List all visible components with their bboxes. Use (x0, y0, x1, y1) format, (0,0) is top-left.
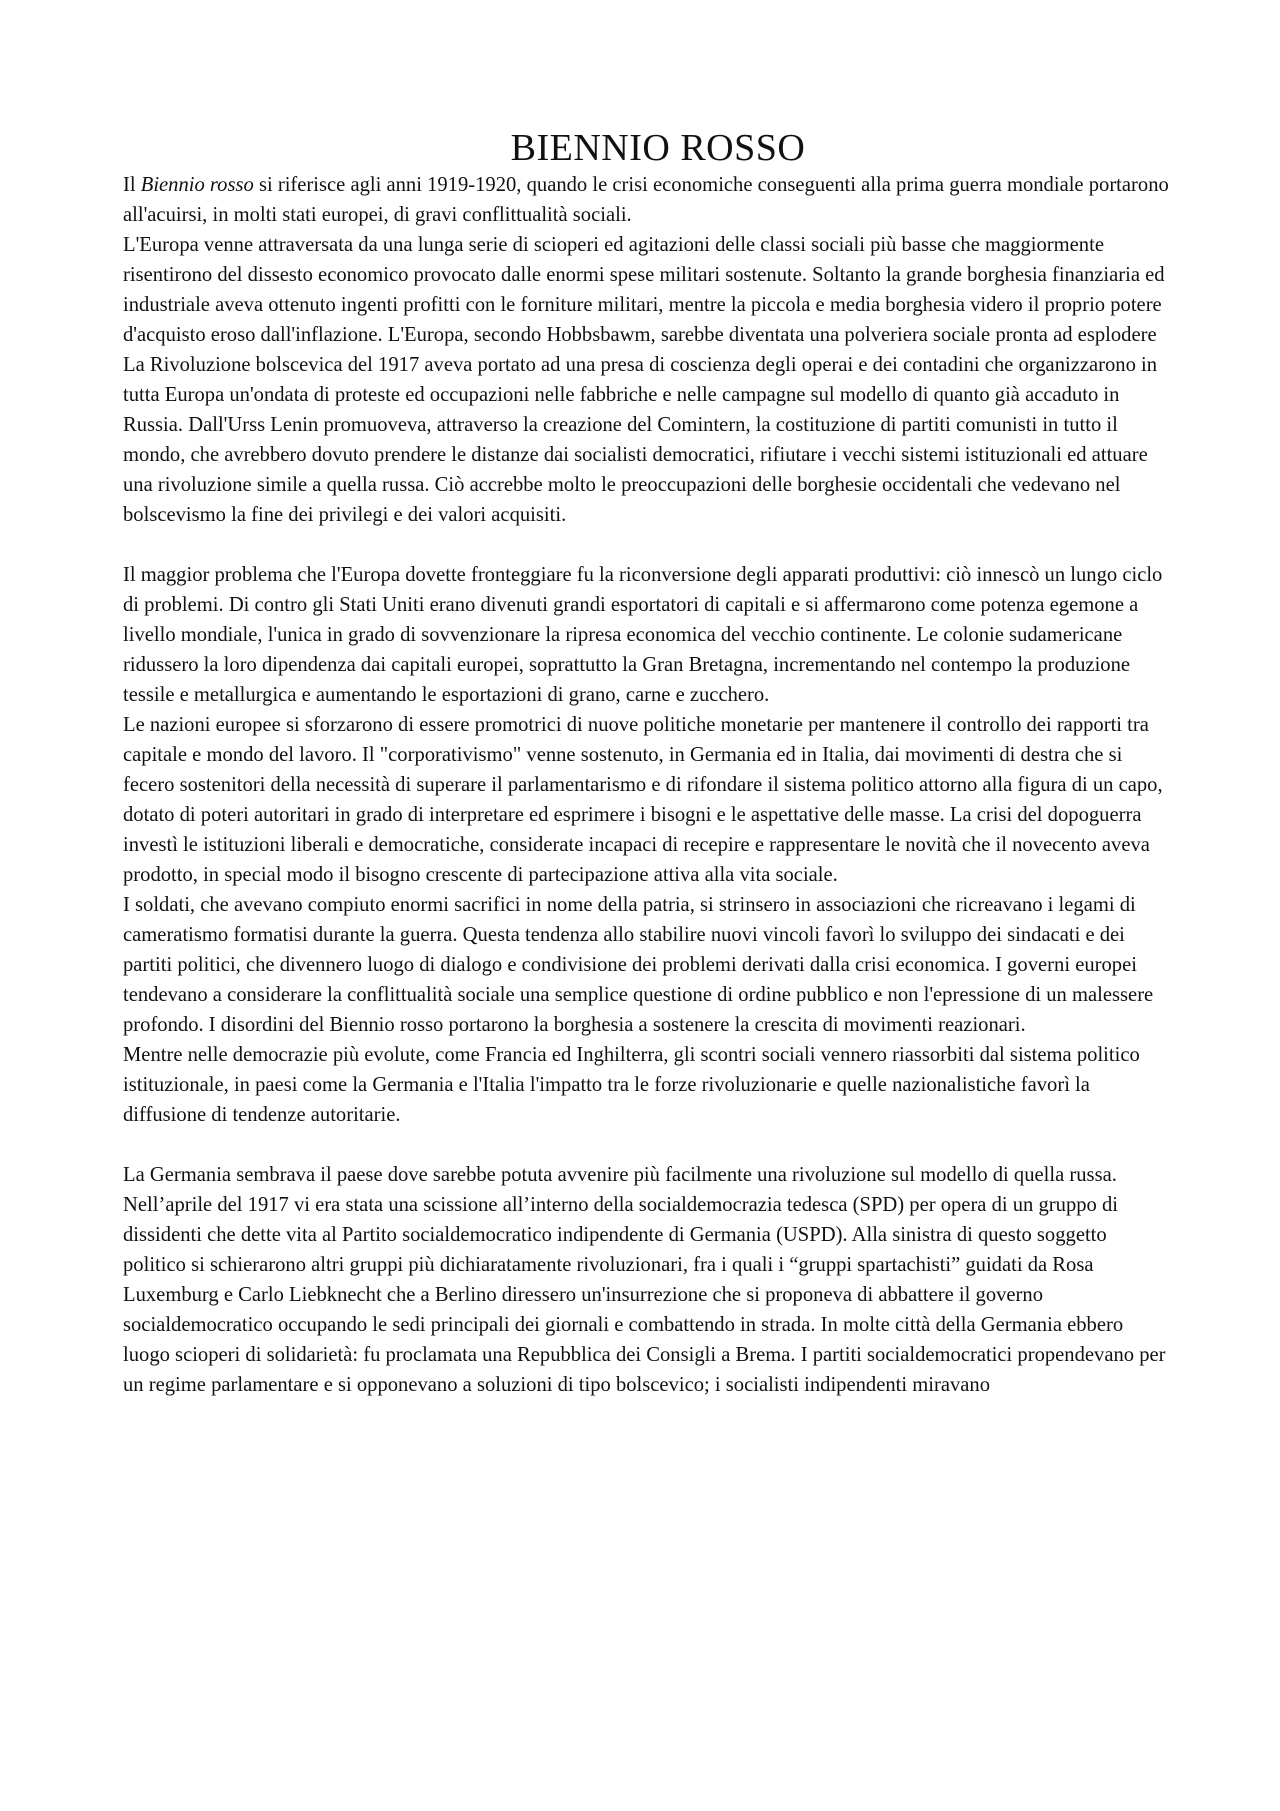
paragraph-spacer (123, 1130, 1173, 1160)
page-title: BIENNIO ROSSO (510, 127, 806, 169)
document-body (123, 170, 1173, 1400)
paragraph-corporativism: Le nazioni europee si sforzarono di essere promotrici di nuove politiche monetarie per mantenere il controllo dei rapporti tra capitale e mondo del lavoro. Il "corporativismo" venne sostenuto, in Germania ed in Italia, dai movimenti di destra che si fecero sostenitori della necessità di superare il parlamentarismo e di rifondare il sistema politico attorno alla figura di un capo, dotato di poteri autoritari in grado di interpretare ed esprimere i bisogni e le aspettative delle masse. La crisi del dopoguerra investì le istituzioni liberali e democratiche, considerate incapaci di recepire e rappresentare le novità che il novecento aveva prodotto, in special modo il bisogno crescente di partecipazione attiva alla vita sociale. (123, 714, 1163, 886)
intro-prefix: Il (123, 174, 141, 196)
paragraph-spacer (123, 530, 1173, 560)
paragraph-europe-strikes: L'Europa venne attraversata da una lunga serie di scioperi ed agitazioni delle classi sociali più basse che maggiormente risentirono del dissesto economico provocato dalle enormi spese militari sostenute. Soltanto la grande borghesia finanziaria ed industriale aveva ottenuto ingenti profitti con le forniture militari, mentre la piccola e media borghesia videro il proprio potere d'acquisto eroso dall'inflazione. L'Europa, secondo Hobbsbawm, sarebbe diventata una polveriera sociale pronta ad esplodere (123, 234, 1165, 346)
intro-rest: si riferisce agli anni 1919-1920, quando le crisi economiche conseguenti alla prima guerra mondiale portarono all'acuirsi, in molti stati europei, di gravi conflittualità sociali. (123, 174, 1169, 226)
paragraph-democracies: Mentre nelle democrazie più evolute, come Francia ed Inghilterra, gli scontri sociali vennero riassorbiti dal sistema politico istituzionale, in paesi come la Germania e l'Italia l'impatto tra le forze rivoluzionarie e quelle nazionalistiche favorì la diffusione di tendenze autoritarie. (123, 1044, 1140, 1126)
paragraph-reconversion: Il maggior problema che l'Europa dovette fronteggiare fu la riconversione degli apparati produttivi: ciò innescò un lungo ciclo di problemi. Di contro gli Stati Uniti erano divenuti grandi esportatori di capitali e si affermarono come potenza egemone a livello mondiale, l'unica in grado di sovvenzionare la ripresa economica del vecchio continente. Le colonie sudamericane ridussero la loro dipendenza dai capitali europei, soprattutto la Gran Bretagna, incrementando nel contempo la produzione tessile e metallurgica e aumentando le esportazioni di grano, carne e zucchero. (123, 564, 1163, 706)
document-page (123, 126, 1173, 1400)
paragraph-bolshevik-revolution: La Rivoluzione bolscevica del 1917 aveva portato ad una presa di coscienza degli operai e dei contadini che organizzarono in tutta Europa un'ondata di proteste ed occupazioni nelle fabbriche e nelle campagne sul modello di quanto già accaduto in Russia. Dall'Urss Lenin promuoveva, attraverso la creazione del Comintern, la costituzione di partiti comunisti in tutto il mondo, che avrebbero dovuto prendere le distanze dai socialisti democratici, rifiutare i vecchi sistemi istituzionali ed attuare una rivoluzione simile a quella russa. Ciò accrebbe molto le preoccupazioni delle borghesie occidentali che vedevano nel bolscevismo la fine dei privilegi e dei valori acquisiti. (123, 354, 1158, 526)
intro-paragraph (123, 170, 1173, 230)
paragraph-soldiers: I soldati, che avevano compiuto enormi sacrifici in nome della patria, si strinsero in associazioni che ricreavano i legami di cameratismo formatisi durante la guerra. Questa tendenza allo stabilire nuovi vincoli favorì lo sviluppo dei sindacati e dei partiti politici, che divennero luogo di dialogo e condivisione dei problemi derivati dalla crisi economica. I governi europei tendevano a considerare la conflittualità sociale una semplice questione di ordine pubblico e non l'epressione di un malessere profondo. I disordini del Biennio rosso portarono la borghesia a sostenere la crescita di movimenti reazionari. (123, 894, 1154, 1036)
paragraph-germany: La Germania sembrava il paese dove sarebbe potuta avvenire più facilmente una rivoluzione sul modello di quella russa. Nell’aprile del 1917 vi era stata una scissione all’interno della socialdemocrazia tedesca (SPD) per opera di un gruppo di dissidenti che dette vita al Partito socialdemocratico indipendente di Germania (USPD). Alla sinistra di questo soggetto politico si schierarono altri gruppi più dichiaratamente rivoluzionari, fra i quali i “gruppi spartachisti” guidati da Rosa Luxemburg e Carlo Liebknecht che a Berlino diressero un'insurrezione che si proponeva di abbattere il governo socialdemocratico occupando le sedi principali dei giornali e combattendo in strada. In molte città della Germania ebbero luogo scioperi di solidarietà: fu proclamata una Repubblica dei Consigli a Brema. I partiti socialdemocratici propendevano per un regime parlamentare e si opponevano a soluzioni di tipo bolscevico; i socialisti indipendenti miravano (123, 1164, 1166, 1396)
intro-italic-term: Biennio rosso (140, 174, 254, 196)
